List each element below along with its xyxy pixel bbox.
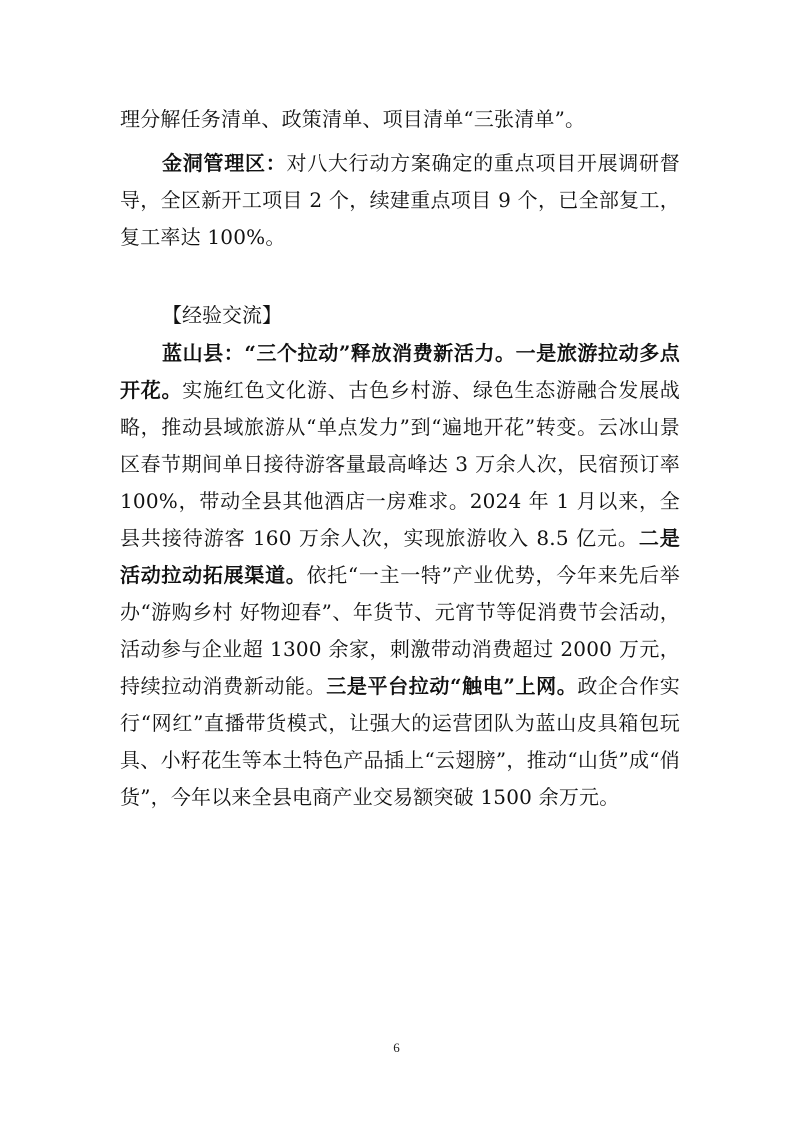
paragraph-text-1: 实施红色文化游、古色乡村游、绿色生态游融合发展战略，推动县域旅游从“单点发力”到“遍地开花”转变。云冰山景区春节期间单日接待游客量最高峰达 3 万余人次，民宿预订率 100%，带动全县其他酒店一房难求。2024 年 1 月以来，全县共接待游客 160 万余人次，实现旅游收入 8.5 亿元。 [120, 378, 680, 550]
paragraph-text-3: 政企合作实行“网红”直播带货模式，让强大的运营团队为蓝山皮具箱包玩具、小籽花生等本土特色产品插上“云翅膀”，推动“山货”成“俏货”，今年以来全县电商产业交易额突破 1500 余万元。 [120, 674, 680, 809]
section-heading: 【经验交流】 [162, 303, 282, 327]
paragraph-bold-heading-3: 三是平台拉动“触电”上网。 [326, 674, 578, 698]
paragraph-lanshan [120, 335, 680, 816]
paragraph-text: 对八大行动方案确定的重点项目开展调研督导，全区新开工项目 2 个，续建重点项目 9 个，已全部复工，复工率达 100%。 [120, 151, 680, 249]
page-number: 6 [393, 1040, 400, 1055]
paragraph-bold-heading-2: 二是活动拉动拓展渠道。 [120, 526, 680, 587]
paragraph-text: 理分解任务清单、政策清单、项目清单“三张清单”。 [120, 107, 586, 131]
paragraph-bold-heading-1: 蓝山县：“三个拉动”释放消费新活力。一是旅游拉动多点开花。 [120, 341, 680, 402]
paragraph-jindong [120, 145, 680, 256]
paragraph-text-2: 依托“一主一特”产业优势，今年来先后举办“游购乡村 好物迎春”、年货节、元宵节等促消费节会活动，活动参与企业超 1300 余家，刺激带动消费超过 2000 万元，持续拉动消费新动能。 [120, 563, 680, 698]
paragraph-continuation [120, 101, 680, 138]
paragraph-lead: 金洞管理区： [162, 151, 287, 175]
